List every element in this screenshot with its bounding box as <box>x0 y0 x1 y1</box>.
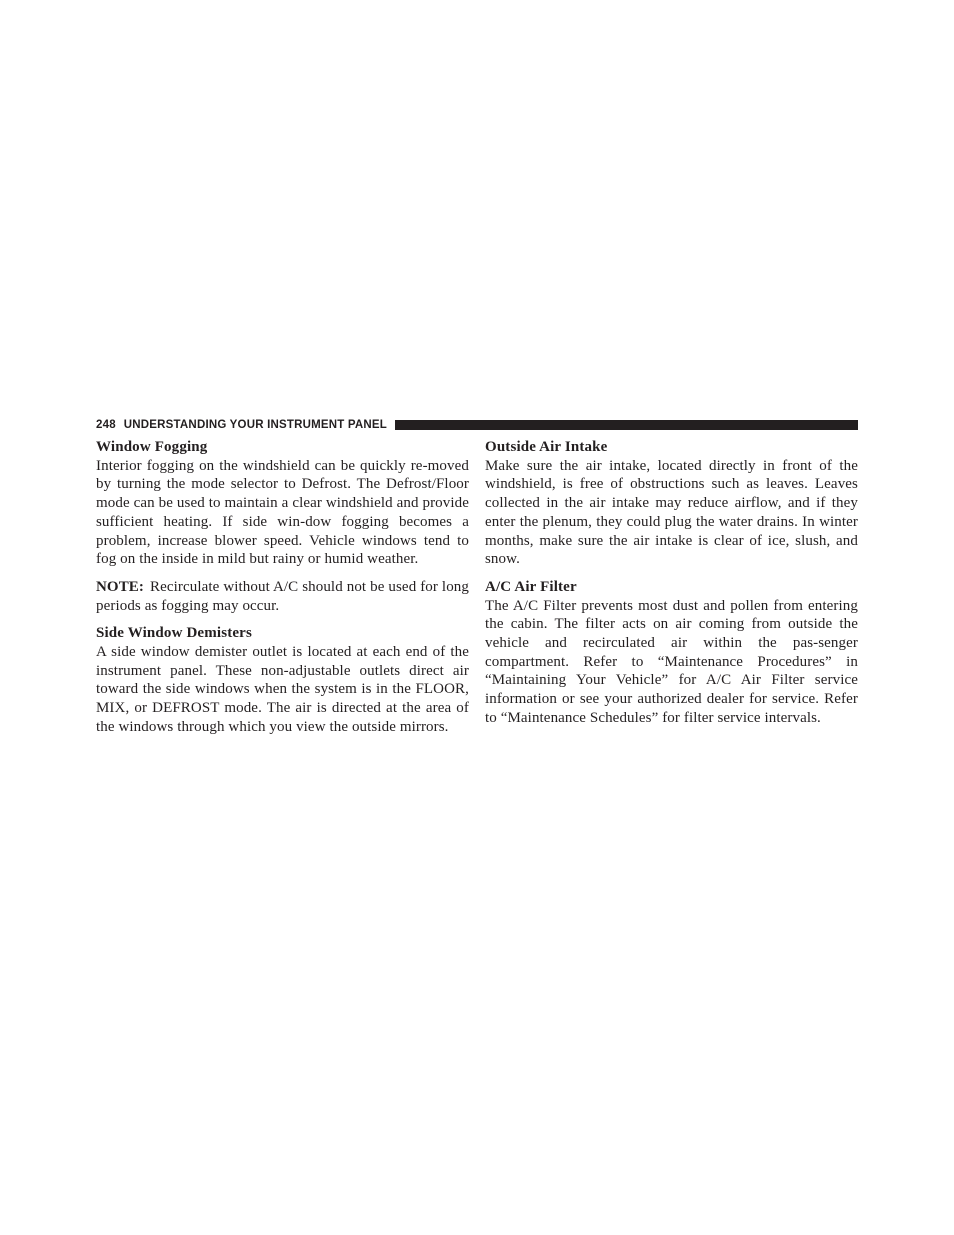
section-side-window-demisters <box>96 624 469 736</box>
body-side-window-demisters: A side window demister outlet is located at each end of the instrument panel. These non-adjustable outlets direct air toward the side windows when the system is in the FLOOR, MIX, or DEFROST mode. The air is directed at the area of the windows through which you view the outside mirrors. <box>96 644 469 735</box>
right-column <box>485 438 858 737</box>
note-label: NOTE: <box>96 578 145 595</box>
section-title: UNDERSTANDING YOUR INSTRUMENT PANEL <box>123 419 387 431</box>
body-ac-air-filter: The A/C Filter prevents most dust and pollen from entering the cabin. The filter acts on air coming from outside the vehicle and recirculated air within the pas-senger compartment. Refer to “Maintenance Procedures” in “Maintaining Your Vehicle” for A/C Air Filter service information or see your authorized dealer for service. Refer to “Maintenance Schedules” for filter service intervals. <box>485 597 858 726</box>
header-rule <box>395 420 858 430</box>
page-header <box>96 417 858 433</box>
heading-window-fogging: Window Fogging <box>96 439 208 455</box>
heading-side-window-demisters: Side Window Demisters <box>96 625 252 642</box>
heading-outside-air-intake: Outside Air Intake <box>485 439 608 455</box>
note-paragraph <box>96 578 469 615</box>
section-window-fogging <box>96 438 469 569</box>
note-text: Recirculate without A/C should not be used for long periods as fogging may occur. <box>96 578 469 614</box>
body-outside-air-intake: Make sure the air intake, located directly in front of the windshield, is free of obstructions such as leaves. Leaves collected in the air intake may reduce airflow, and if they enter the plenum, they could plug the water drains. In winter months, make sure the air intake is clear of ice, slush, and snow. <box>485 457 858 568</box>
section-ac-air-filter <box>485 578 858 728</box>
section-outside-air-intake <box>485 438 858 569</box>
page-number: 248 <box>96 419 116 431</box>
heading-ac-air-filter: A/C Air Filter <box>485 578 577 595</box>
left-column <box>96 438 469 746</box>
body-window-fogging: Interior fogging on the windshield can be quickly re-moved by turning the mode selector to Defrost. The Defrost/Floor mode can be used to maintain a clear windshield and provide sufficient heating. If side win-dow fogging becomes a problem, increase blower speed. Vehicle windows tend to fog on the inside in mild but rainy or humid weather. <box>96 457 469 568</box>
